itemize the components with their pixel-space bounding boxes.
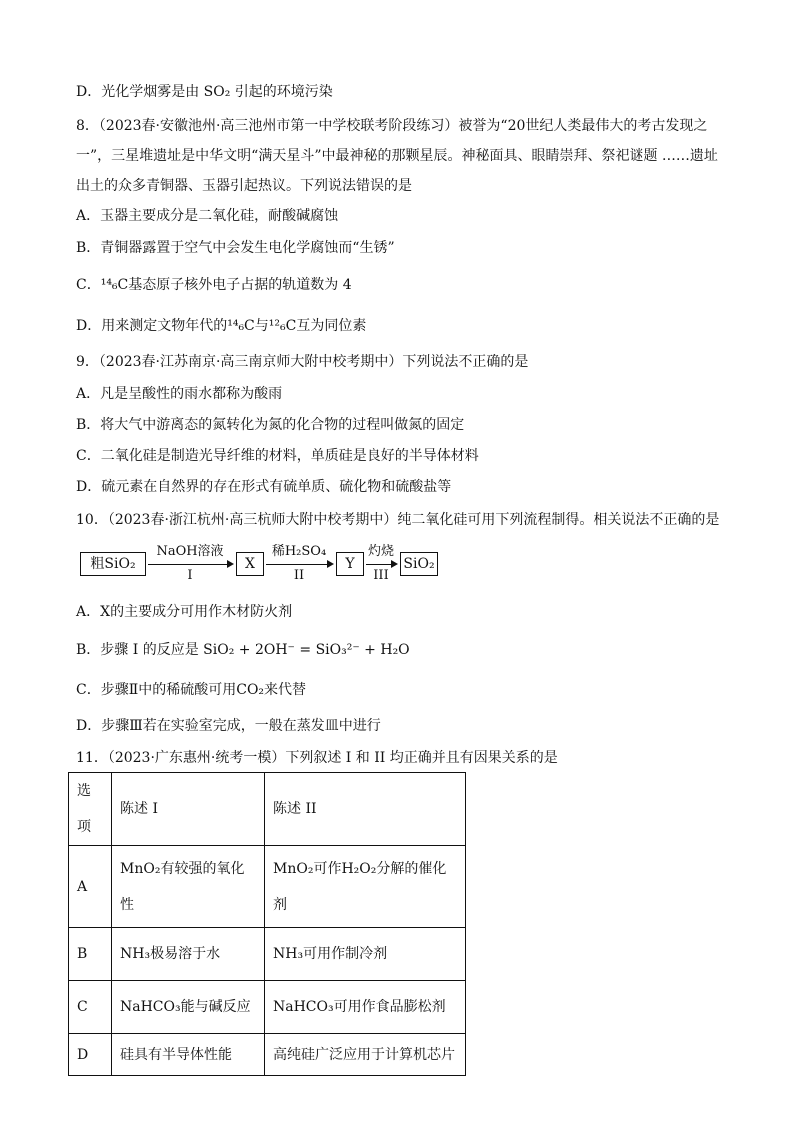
- table-cell-statement2: MnO₂可作H₂O₂分解的催化剂: [265, 846, 466, 928]
- flow-box-crude-sio2: 粗SiO₂: [80, 552, 146, 576]
- flow-arrow1: [148, 564, 228, 565]
- table-cell-statement1: MnO₂有较强的氧化性: [112, 846, 265, 928]
- q10-stem: 10．（2023春·浙江杭州·高三杭师大附中校考期中）纯二氧化硅可用下列流程制得。相关说法不正确的是: [76, 512, 720, 528]
- q9-stem: 9．（2023春·江苏南京·高三南京师大附中校考期中）下列说法不正确的是: [76, 354, 529, 370]
- table-cell-statement1: NH₃极易溶于水: [112, 928, 265, 981]
- flow-box-x: X: [236, 552, 264, 576]
- q9-option-c: C．二氧化硅是制造光导纤维的材料，单质硅是良好的半导体材料: [76, 448, 479, 464]
- q10-option-a: A．X的主要成分可用作木材防火剂: [76, 604, 293, 620]
- table-row: [69, 981, 466, 1034]
- q8-option-b: B．青铜器露置于空气中会发生电化学腐蚀而“生锈”: [76, 240, 395, 256]
- table-row: [69, 846, 466, 928]
- q9-option-d: D．硫元素在自然界的存在形式有硫单质、硫化物和硫酸盐等: [76, 479, 452, 495]
- flow-arrow2-reagent: 稀H₂SO₄: [271, 544, 327, 559]
- q7-option-d: D．光化学烟雾是由 SO₂ 引起的环境污染: [76, 84, 333, 100]
- table-row: [69, 1034, 466, 1076]
- table-cell-option: A: [69, 846, 112, 928]
- q8-stem-line2: 一”，三星堆遗址是中华文明“满天星斗”中最神秘的那颗星辰。神秘面具、眼睛崇拜、祭祀谜题 ……遗址: [76, 148, 718, 164]
- flow-arrow2: [266, 564, 328, 565]
- q10-option-d: D．步骤Ⅲ若在实验室完成，一般在蒸发皿中进行: [76, 718, 381, 734]
- q11-table: [68, 772, 466, 1076]
- table-cell-statement1: NaHCO₃能与碱反应: [112, 981, 265, 1034]
- q8-option-a: A．玉器主要成分是二氧化硅，耐酸碱腐蚀: [76, 208, 339, 224]
- q10-option-c: C．步骤Ⅱ中的稀硫酸可用CO₂来代替: [76, 682, 307, 698]
- table-cell-option: C: [69, 981, 112, 1034]
- flow-arrow1-step: I: [187, 568, 193, 583]
- flow-arrow2-head: [327, 560, 334, 568]
- flow-arrow1-reagent: NaOH溶液: [156, 544, 224, 559]
- flow-box-pure-sio2: SiO₂: [400, 552, 438, 576]
- table-cell-statement1: 硅具有半导体性能: [112, 1034, 265, 1076]
- q8-stem-line1: 8．（2023春·安徽池州·高三池州市第一中学校联考阶段练习）被誉为“20世纪人类最伟大的考古发现之: [76, 118, 708, 134]
- q8-stem-line3: 出土的众多青铜器、玉器引起热议。下列说法错误的是: [76, 178, 412, 194]
- q11-stem: 11．（2023·广东惠州·统考一模）下列叙述 I 和 II 均正确并且有因果关系的是: [76, 750, 558, 766]
- flow-arrow3-step: III: [373, 568, 389, 583]
- table-row: [69, 928, 466, 981]
- q10-option-b: B．步骤 I 的反应是 SiO₂ + 2OH⁻ = SiO₃²⁻ + H₂O: [76, 642, 410, 658]
- flow-arrow3: [366, 564, 392, 565]
- table-cell-statement2: NH₃可用作制冷剂: [265, 928, 466, 981]
- table-cell-option: D: [69, 1034, 112, 1076]
- q9-option-b: B．将大气中游离态的氮转化为氮的化合物的过程叫做氮的固定: [76, 417, 465, 433]
- flow-arrow3-head: [391, 560, 398, 568]
- flow-arrow3-reagent: 灼烧: [367, 544, 394, 559]
- q8-option-c: C．¹⁴₆C基态原子核外电子占据的轨道数为 4: [76, 277, 352, 293]
- table-cell-option: B: [69, 928, 112, 981]
- q8-option-d: D．用来测定文物年代的¹⁴₆C与¹²₆C互为同位素: [76, 318, 367, 334]
- flow-arrow2-step: II: [293, 568, 305, 583]
- table-cell-statement2: NaHCO₃可用作食品膨松剂: [265, 981, 466, 1034]
- flow-box-y: Y: [336, 552, 364, 576]
- table-cell-statement2: 高纯硅广泛应用于计算机芯片: [265, 1034, 466, 1076]
- table-header-option: 选项: [69, 773, 112, 846]
- table-header-statement1: 陈述 I: [112, 773, 265, 846]
- q9-option-a: A．凡是呈酸性的雨水都称为酸雨: [76, 386, 283, 402]
- table-header-statement2: 陈述 II: [265, 773, 466, 846]
- flow-arrow1-head: [227, 560, 234, 568]
- q10-flow-diagram: [80, 540, 440, 590]
- table-header-row: [69, 773, 466, 846]
